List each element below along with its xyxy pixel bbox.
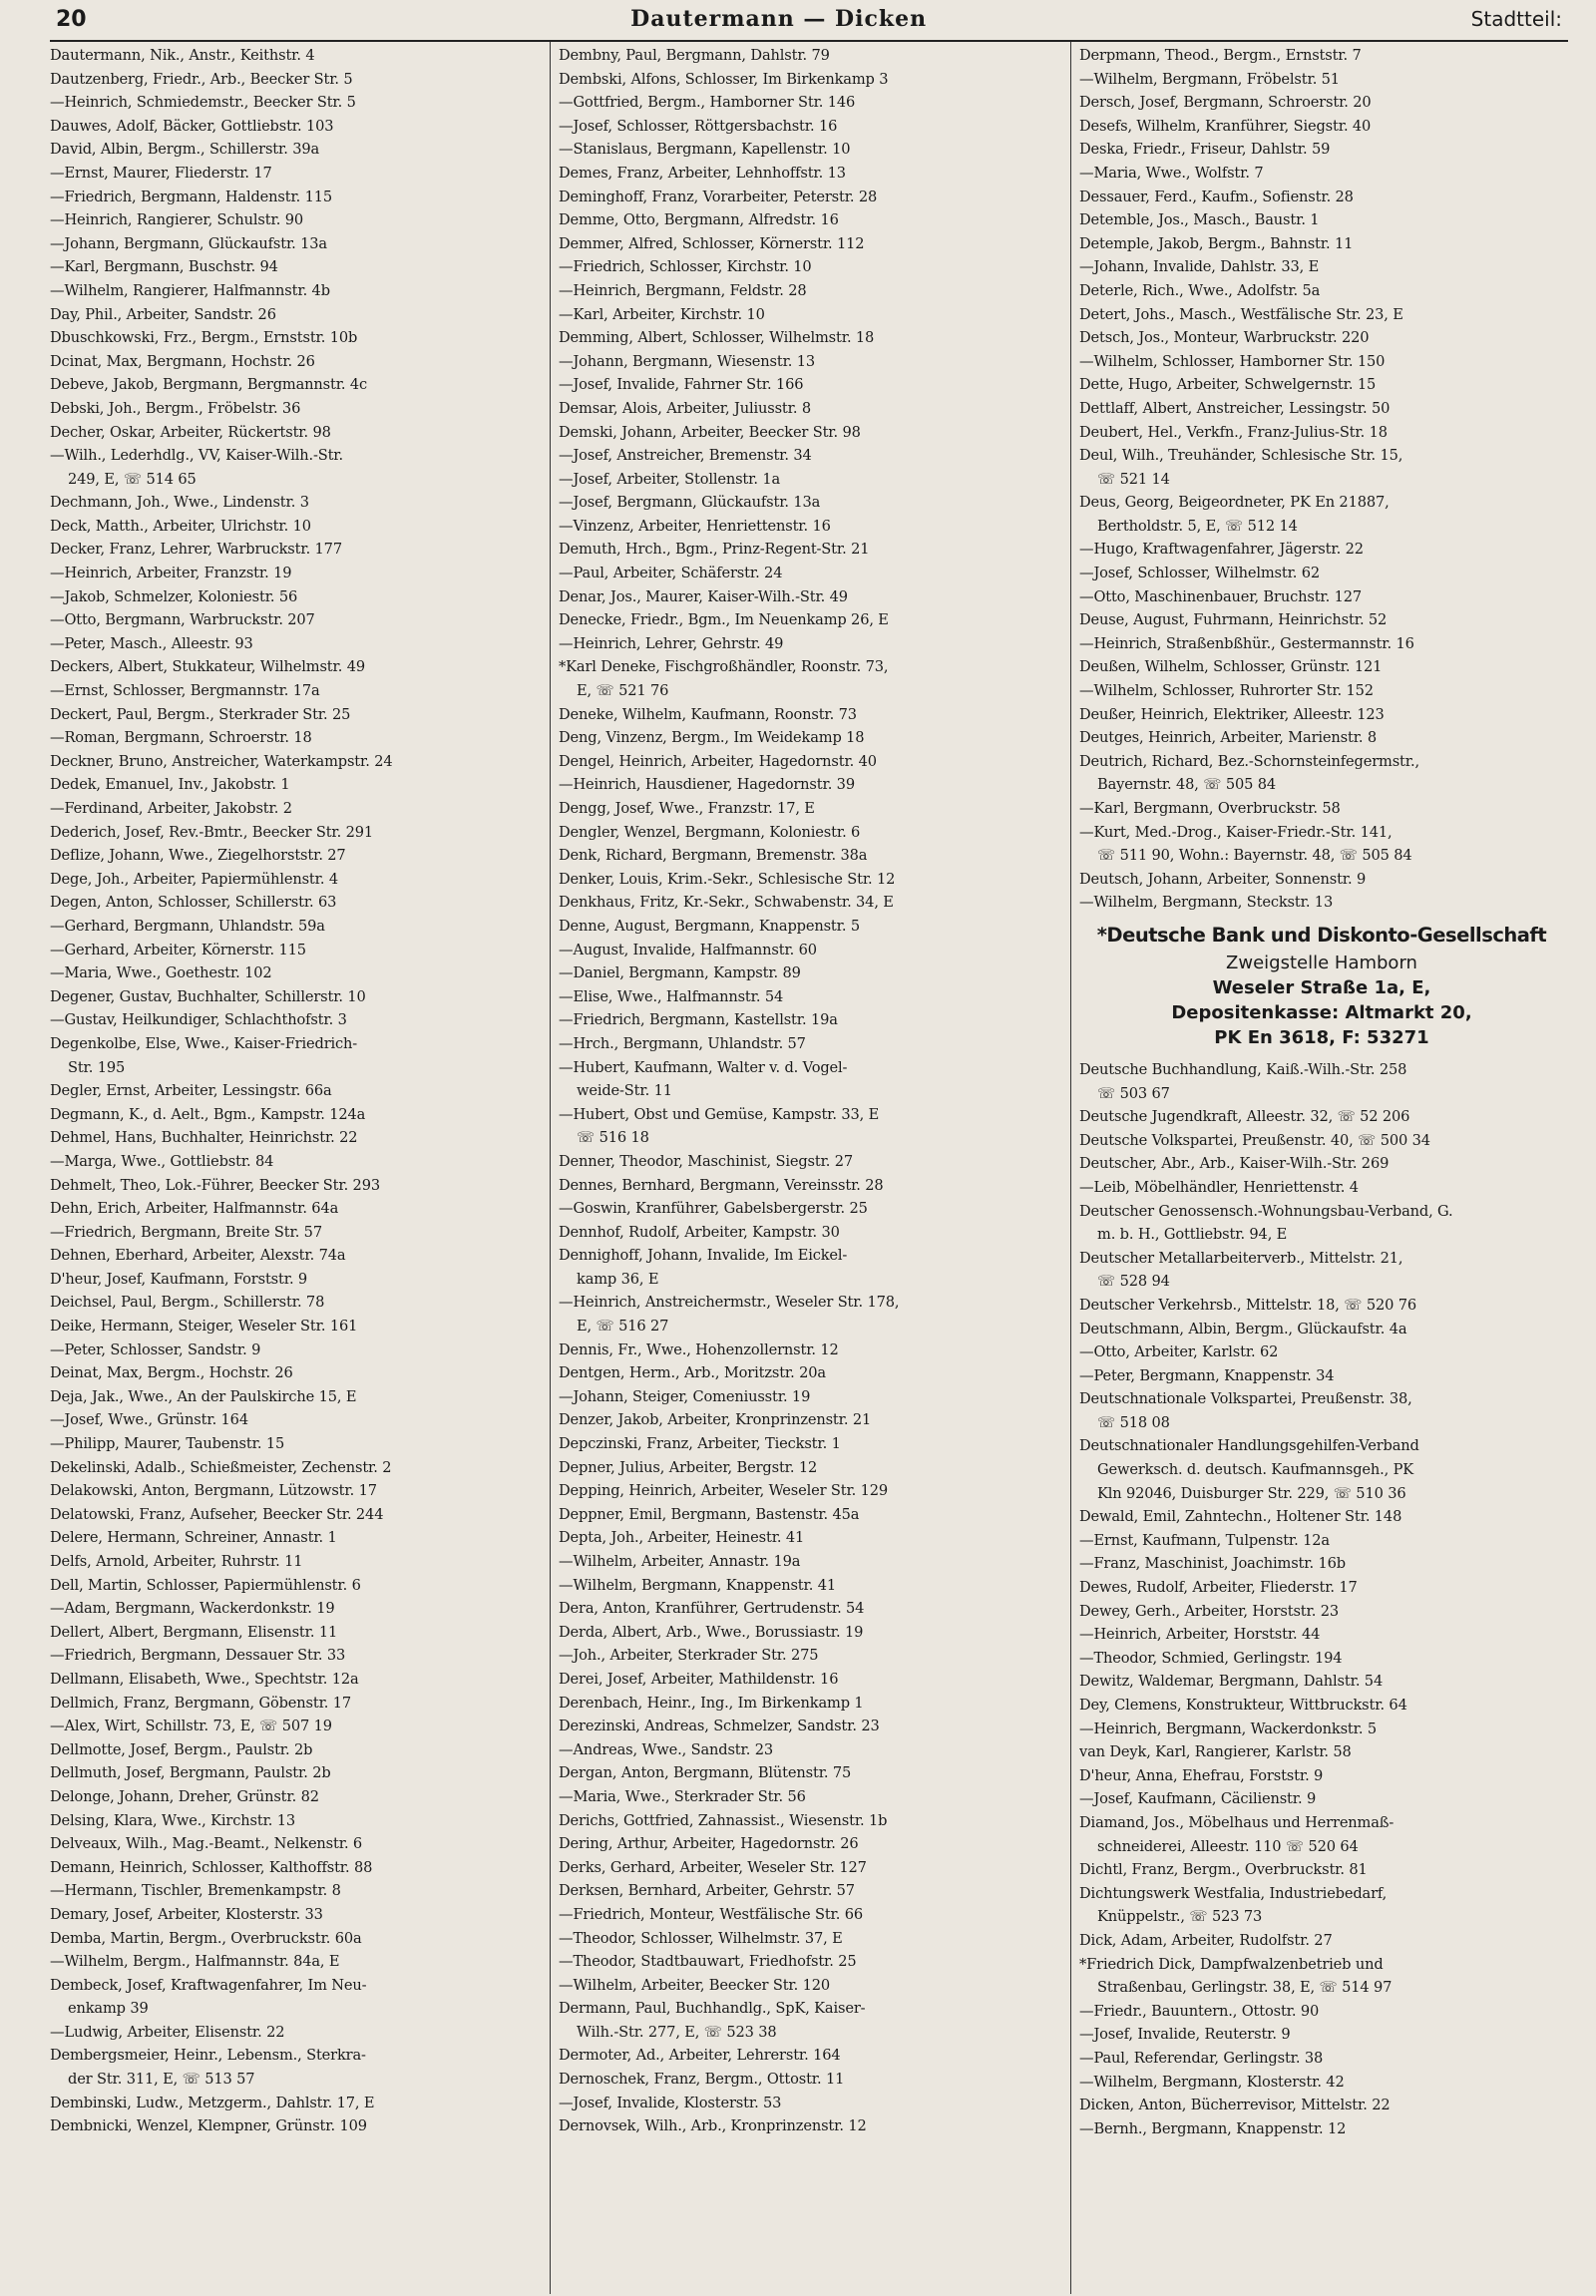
directory-entry: Dermoter, Ad., Arbeiter, Lehrerstr. 164 xyxy=(559,2047,841,2065)
directory-entry: Deutges, Heinrich, Arbeiter, Marienstr. 8 xyxy=(1079,729,1378,747)
directory-entry: —Theodor, Schlosser, Wilhelmstr. 37, E xyxy=(559,1929,843,1947)
directory-entry: Dedek, Emanuel, Inv., Jakobstr. 1 xyxy=(50,776,290,794)
directory-entry: —Marga, Wwe., Gottliebstr. 84 xyxy=(50,1152,274,1170)
directory-entry: Dennhof, Rudolf, Arbeiter, Kampstr. 30 xyxy=(559,1223,840,1241)
directory-entry: Dewey, Gerh., Arbeiter, Horststr. 23 xyxy=(1079,1602,1339,1620)
directory-entry: —Friedr., Bauuntern., Ottostr. 90 xyxy=(1079,2002,1320,2020)
directory-entry: —Wilhelm, Bergmann, Steckstr. 13 xyxy=(1079,894,1334,912)
ad-title: *Deutsche Bank und Diskonto-Gesellschaft xyxy=(1096,923,1547,947)
column-3-entries xyxy=(1079,44,1564,915)
directory-entry: —Gustav, Heilkundiger, Schlachthofstr. 3 xyxy=(50,1011,347,1029)
directory-entry: Deutscher Verkehrsb., Mittelstr. 18, ☏ 520 76 xyxy=(1079,1296,1417,1314)
directory-entry: Depner, Julius, Arbeiter, Bergstr. 12 xyxy=(559,1458,818,1476)
directory-entry: Dentgen, Herm., Arb., Moritzstr. 20a xyxy=(559,1364,826,1382)
directory-entry: —Johann, Steiger, Comeniusstr. 19 xyxy=(559,1387,811,1405)
directory-entry-continuation: Bertholdstr. 5, E, ☏ 512 14 xyxy=(1097,517,1298,535)
directory-entry: —Adam, Bergmann, Wackerdonkstr. 19 xyxy=(50,1600,335,1618)
directory-entry: Dichtungswerk Westfalia, Industriebedarf, xyxy=(1079,1884,1388,1902)
directory-entry: Deinat, Max, Bergm., Hochstr. 26 xyxy=(50,1364,293,1382)
directory-entry: —Josef, Invalide, Reuterstr. 9 xyxy=(1079,2026,1291,2044)
directory-entry: —Johann, Invalide, Dahlstr. 33, E xyxy=(1079,258,1320,276)
directory-entry: Dering, Arthur, Arbeiter, Hagedornstr. 26 xyxy=(559,1835,859,1853)
directory-entry: —Josef, Bergmann, Glückaufstr. 13a xyxy=(559,494,821,512)
directory-entry: —Heinrich, Anstreichermstr., Weseler Str. 178, xyxy=(559,1294,900,1312)
directory-entry: Deutsche Jugendkraft, Alleestr. 32, ☏ 52 206 xyxy=(1079,1108,1410,1126)
directory-entry-continuation: 249, E, ☏ 514 65 xyxy=(68,470,197,488)
directory-entry: Deckers, Albert, Stukkateur, Wilhelmstr. 49 xyxy=(50,658,365,676)
directory-entry: —Ferdinand, Arbeiter, Jakobstr. 2 xyxy=(50,800,292,817)
directory-entry-continuation: Wilh.-Str. 277, E, ☏ 523 38 xyxy=(577,2023,777,2041)
directory-entry: Demes, Franz, Arbeiter, Lehnhoffstr. 13 xyxy=(559,164,846,182)
directory-entry: —Heinrich, Arbeiter, Horststr. 44 xyxy=(1079,1626,1321,1644)
directory-entry: —Friedrich, Bergmann, Kastellstr. 19a xyxy=(559,1011,838,1029)
directory-entry: —Josef, Invalide, Klosterstr. 53 xyxy=(559,2094,782,2111)
directory-entry: Deußen, Wilhelm, Schlosser, Grünstr. 121 xyxy=(1079,658,1383,676)
directory-entry: Degenkolbe, Else, Wwe., Kaiser-Friedrich- xyxy=(50,1034,358,1052)
directory-entry: Dell, Martin, Schlosser, Papiermühlenstr. 6 xyxy=(50,1576,361,1594)
directory-entry-continuation: schneiderei, Alleestr. 110 ☏ 520 64 xyxy=(1097,1837,1359,1855)
directory-entry: Deutrich, Richard, Bez.-Schornsteinfegermstr., xyxy=(1079,752,1419,770)
directory-entry: Dennes, Bernhard, Bergmann, Vereinsstr. 28 xyxy=(559,1176,884,1194)
directory-entry: Demming, Albert, Schlosser, Wilhelmstr. 18 xyxy=(559,329,875,347)
column-1 xyxy=(50,42,551,2294)
directory-entry: Dettlaff, Albert, Anstreicher, Lessingstr. 50 xyxy=(1079,399,1391,417)
directory-entry: —Andreas, Wwe., Sandstr. 23 xyxy=(559,1740,773,1758)
directory-entry: —Joh., Arbeiter, Sterkrader Str. 275 xyxy=(559,1647,819,1665)
directory-entry: —Maria, Wwe., Goethestr. 102 xyxy=(50,964,272,982)
directory-entry: Deutsche Volkspartei, Preußenstr. 40, ☏ 500 34 xyxy=(1079,1131,1430,1149)
directory-entry: —Heinrich, Schmiedemstr., Beecker Str. 5 xyxy=(50,94,356,112)
directory-entry: —Josef, Invalide, Fahrner Str. 166 xyxy=(559,376,804,394)
directory-entry: Dette, Hugo, Arbeiter, Schwelgernstr. 15 xyxy=(1079,376,1377,394)
directory-entry: Deus, Georg, Beigeordneter, PK En 21887, xyxy=(1079,494,1390,512)
directory-entry: Dernovsek, Wilh., Arb., Kronprinzenstr. 12 xyxy=(559,2117,867,2135)
directory-entry: —Ernst, Kaufmann, Tulpenstr. 12a xyxy=(1079,1531,1330,1549)
directory-entry: Dautzenberg, Friedr., Arb., Beecker Str. 5 xyxy=(50,70,353,88)
directory-entry: —Josef, Wwe., Grünstr. 164 xyxy=(50,1411,248,1429)
directory-entry: Demme, Otto, Bergmann, Alfredstr. 16 xyxy=(559,211,839,229)
directory-columns xyxy=(50,42,1568,2294)
directory-entry: —Wilh., Lederhdlg., VV, Kaiser-Wilh.-Str. xyxy=(50,447,344,465)
directory-entry: Dege, Joh., Arbeiter, Papiermühlenstr. 4 xyxy=(50,870,338,888)
directory-entry: Deneke, Wilhelm, Kaufmann, Roonstr. 73 xyxy=(559,705,857,723)
directory-entry: Deckert, Paul, Bergm., Sterkrader Str. 25 xyxy=(50,705,351,723)
directory-entry-continuation: der Str. 311, E, ☏ 513 57 xyxy=(68,2071,255,2089)
directory-entry: Day, Phil., Arbeiter, Sandstr. 26 xyxy=(50,305,276,323)
directory-entry: —Heinrich, Rangierer, Schulstr. 90 xyxy=(50,211,303,229)
directory-entry: —Peter, Schlosser, Sandstr. 9 xyxy=(50,1340,261,1358)
directory-entry: Deul, Wilh., Treuhänder, Schlesische Str. 15, xyxy=(1079,447,1403,465)
directory-entry: —Josef, Kaufmann, Cäcilienstr. 9 xyxy=(1079,1790,1317,1808)
directory-entry: Demba, Martin, Bergm., Overbruckstr. 60a xyxy=(50,1929,362,1947)
directory-entry: Dengler, Wenzel, Bergmann, Koloniestr. 6 xyxy=(559,823,861,841)
directory-entry: Depta, Joh., Arbeiter, Heinestr. 41 xyxy=(559,1529,805,1547)
directory-entry: Derda, Albert, Arb., Wwe., Borussiastr. 19 xyxy=(559,1623,864,1641)
directory-entry: Dermann, Paul, Buchhandlg., SpK, Kaiser- xyxy=(559,2000,866,2018)
directory-entry: —Heinrich, Lehrer, Gehrstr. 49 xyxy=(559,634,784,652)
directory-entry-continuation: ☏ 511 90, Wohn.: Bayernstr. 48, ☏ 505 84 xyxy=(1097,847,1412,865)
directory-entry: —Wilhelm, Bergmann, Knappenstr. 41 xyxy=(559,1576,836,1594)
directory-entry: Dehmelt, Theo, Lok.-Führer, Beecker Str. 293 xyxy=(50,1176,380,1194)
directory-entry: —Wilhelm, Arbeiter, Beecker Str. 120 xyxy=(559,1976,831,1994)
directory-entry: —Johann, Bergmann, Wiesenstr. 13 xyxy=(559,352,816,370)
directory-entry: —Alex, Wirt, Schillstr. 73, E, ☏ 507 19 xyxy=(50,1718,332,1735)
directory-entry: Derei, Josef, Arbeiter, Mathildenstr. 16 xyxy=(559,1670,839,1688)
directory-entry: Dembny, Paul, Bergmann, Dahlstr. 79 xyxy=(559,47,830,64)
directory-entry: Debski, Joh., Bergm., Fröbelstr. 36 xyxy=(50,399,301,417)
directory-entry: Detsch, Jos., Monteur, Warbruckstr. 220 xyxy=(1079,329,1370,347)
directory-entry: —Jakob, Schmelzer, Koloniestr. 56 xyxy=(50,587,298,605)
directory-entry: Dicken, Anton, Bücherrevisor, Mittelstr. 22 xyxy=(1079,2097,1391,2114)
directory-entry: Dersch, Josef, Bergmann, Schroerstr. 20 xyxy=(1079,94,1372,112)
ad-contact: PK En 3618, F: 53271 xyxy=(1214,1026,1429,1048)
directory-entry-continuation: weide-Str. 11 xyxy=(577,1082,672,1100)
directory-entry: Deutscher Genossensch.-Wohnungsbau-Verband, G. xyxy=(1079,1202,1453,1220)
directory-entry: —August, Invalide, Halfmannstr. 60 xyxy=(559,941,817,958)
directory-entry: —Josef, Arbeiter, Stollenstr. 1a xyxy=(559,470,781,488)
directory-entry: —Heinrich, Bergmann, Wackerdonkstr. 5 xyxy=(1079,1720,1377,1737)
directory-entry: Deußer, Heinrich, Elektriker, Alleestr. 123 xyxy=(1079,705,1385,723)
directory-entry: Detemple, Jakob, Bergm., Bahnstr. 11 xyxy=(1079,234,1354,252)
directory-entry: Dellmuth, Josef, Bergmann, Paulstr. 2b xyxy=(50,1764,331,1782)
directory-entry: Derksen, Bernhard, Arbeiter, Gehrstr. 57 xyxy=(559,1882,855,1900)
directory-entry: Deubert, Hel., Verkfn., Franz-Julius-Str. 18 xyxy=(1079,423,1388,441)
district-label: Stadtteil: xyxy=(1470,7,1562,31)
directory-entry: —Ludwig, Arbeiter, Elisenstr. 22 xyxy=(50,2023,285,2041)
directory-entry-continuation: E, ☏ 521 76 xyxy=(577,682,669,700)
directory-entry: —Theodor, Schmied, Gerlingstr. 194 xyxy=(1079,1649,1343,1667)
bank-advertisement xyxy=(1079,921,1564,1050)
directory-entry: Demuth, Hrch., Bgm., Prinz-Regent-Str. 21 xyxy=(559,541,870,559)
page-number: 20 xyxy=(56,7,87,32)
directory-entry: Denkhaus, Fritz, Kr.-Sekr., Schwabenstr. 34, E xyxy=(559,894,894,912)
directory-entry: —Goswin, Kranführer, Gabelsbergerstr. 25 xyxy=(559,1200,868,1218)
directory-entry: Delonge, Johann, Dreher, Grünstr. 82 xyxy=(50,1787,319,1805)
directory-entry: Dederich, Josef, Rev.-Bmtr., Beecker Str. 291 xyxy=(50,823,374,841)
directory-entry: Demary, Josef, Arbeiter, Klosterstr. 33 xyxy=(50,1905,323,1923)
directory-entry: Desefs, Wilhelm, Kranführer, Siegstr. 40 xyxy=(1079,117,1372,135)
directory-entry: Demski, Johann, Arbeiter, Beecker Str. 98 xyxy=(559,423,861,441)
directory-entry: —Wilhelm, Schlosser, Hamborner Str. 150 xyxy=(1079,352,1386,370)
directory-entry: —Philipp, Maurer, Taubenstr. 15 xyxy=(50,1435,285,1453)
directory-entry: Dechmann, Joh., Wwe., Lindenstr. 3 xyxy=(50,494,309,512)
directory-entry: Diamand, Jos., Möbelhaus und Herrenmaß- xyxy=(1079,1813,1395,1831)
directory-entry: Dembski, Alfons, Schlosser, Im Birkenkamp 3 xyxy=(559,70,889,88)
directory-entry: —Hubert, Obst und Gemüse, Kampstr. 33, E xyxy=(559,1105,880,1123)
column-3 xyxy=(1071,42,1568,2294)
page-title: Dautermann — Dicken xyxy=(630,6,928,32)
directory-entry: Deflize, Johann, Wwe., Ziegelhorststr. 27 xyxy=(50,847,346,865)
directory-entry: —Ernst, Schlosser, Bergmannstr. 17a xyxy=(50,682,320,700)
directory-entry: —Maria, Wwe., Wolfstr. 7 xyxy=(1079,164,1264,182)
directory-entry: —Otto, Maschinenbauer, Bruchstr. 127 xyxy=(1079,587,1363,605)
directory-entry-continuation: ☏ 516 18 xyxy=(577,1129,649,1147)
directory-entry: Denne, August, Bergmann, Knappenstr. 5 xyxy=(559,917,860,935)
directory-entry: —Hrch., Bergmann, Uhlandstr. 57 xyxy=(559,1034,806,1052)
directory-entry: —Gottfried, Bergm., Hamborner Str. 146 xyxy=(559,94,856,112)
page-header xyxy=(50,6,1568,42)
ad-deposit-office: Depositenkasse: Altmarkt 20, xyxy=(1171,1001,1472,1023)
directory-entry-continuation: Gewerksch. d. deutsch. Kaufmannsgeh., PK xyxy=(1097,1461,1414,1479)
directory-entry-continuation: ☏ 528 94 xyxy=(1097,1273,1170,1291)
directory-entry: Denker, Louis, Krim.-Sekr., Schlesische Str. 12 xyxy=(559,870,896,888)
directory-entry: Derenbach, Heinr., Ing., Im Birkenkamp 1 xyxy=(559,1694,864,1712)
directory-entry: —Leib, Möbelhändler, Henriettenstr. 4 xyxy=(1079,1178,1359,1196)
directory-entry: van Deyk, Karl, Rangierer, Karlstr. 58 xyxy=(1079,1743,1352,1761)
directory-entry: —Wilhelm, Bergm., Halfmannstr. 84a, E xyxy=(50,1953,340,1971)
directory-entry: Denzer, Jakob, Arbeiter, Kronprinzenstr. 21 xyxy=(559,1411,872,1429)
directory-entry: —Paul, Arbeiter, Schäferstr. 24 xyxy=(559,565,783,582)
directory-entry: —Otto, Bergmann, Warbruckstr. 207 xyxy=(50,611,315,629)
directory-entry: Degler, Ernst, Arbeiter, Lessingstr. 66a xyxy=(50,1082,332,1100)
directory-entry: Deck, Matth., Arbeiter, Ulrichstr. 10 xyxy=(50,517,311,535)
directory-entry: Deppner, Emil, Bergmann, Bastenstr. 45a xyxy=(559,1505,860,1523)
directory-entry: Dellmich, Franz, Bergmann, Göbenstr. 17 xyxy=(50,1694,352,1712)
directory-entry-continuation: ☏ 503 67 xyxy=(1097,1084,1170,1102)
directory-entry: —Heinrich, Hausdiener, Hagedornstr. 39 xyxy=(559,776,855,794)
directory-entry: Denar, Jos., Maurer, Kaiser-Wilh.-Str. 49 xyxy=(559,587,848,605)
directory-entry: —Maria, Wwe., Sterkrader Str. 56 xyxy=(559,1787,806,1805)
directory-entry: —Heinrich, Arbeiter, Franzstr. 19 xyxy=(50,565,292,582)
directory-entry: —Karl, Bergmann, Overbruckstr. 58 xyxy=(1079,800,1341,817)
directory-entry-continuation: Bayernstr. 48, ☏ 505 84 xyxy=(1097,776,1277,794)
directory-entry: —Peter, Masch., Alleestr. 93 xyxy=(50,634,253,652)
directory-entry: Dcinat, Max, Bergmann, Hochstr. 26 xyxy=(50,352,315,370)
directory-entry: Delfs, Arnold, Arbeiter, Ruhrstr. 11 xyxy=(50,1553,303,1570)
directory-entry: D'heur, Anna, Ehefrau, Forststr. 9 xyxy=(1079,1766,1324,1784)
directory-entry: Dennis, Fr., Wwe., Hohenzollernstr. 12 xyxy=(559,1340,839,1358)
directory-entry: Degmann, K., d. Aelt., Bgm., Kampstr. 124a xyxy=(50,1105,366,1123)
directory-entry: Dellmann, Elisabeth, Wwe., Spechtstr. 12a xyxy=(50,1670,359,1688)
directory-entry: Dehnen, Eberhard, Arbeiter, Alexstr. 74a xyxy=(50,1247,346,1265)
directory-entry: —Hermann, Tischler, Bremenkampstr. 8 xyxy=(50,1882,341,1900)
directory-entry: —Wilhelm, Bergmann, Fröbelstr. 51 xyxy=(1079,70,1340,88)
directory-entry: —Gerhard, Bergmann, Uhlandstr. 59a xyxy=(50,917,325,935)
directory-entry-continuation: Str. 195 xyxy=(68,1058,126,1076)
directory-entry: —Friedrich, Bergmann, Haldenstr. 115 xyxy=(50,188,333,205)
directory-entry: —Heinrich, Straßenbßhür., Gestermannstr. 16 xyxy=(1079,634,1414,652)
directory-entry: Dergan, Anton, Bergmann, Blütenstr. 75 xyxy=(559,1764,852,1782)
directory-entry: —Stanislaus, Bergmann, Kapellenstr. 10 xyxy=(559,141,851,159)
directory-entry: —Hugo, Kraftwagenfahrer, Jägerstr. 22 xyxy=(1079,541,1364,559)
directory-entry: Dey, Clemens, Konstrukteur, Wittbruckstr. 64 xyxy=(1079,1697,1407,1714)
directory-entry: Derezinski, Andreas, Schmelzer, Sandstr. 23 xyxy=(559,1718,880,1735)
directory-entry: —Peter, Bergmann, Knappenstr. 34 xyxy=(1079,1366,1335,1384)
directory-entry: Dewald, Emil, Zahntechn., Holtener Str. 148 xyxy=(1079,1508,1402,1526)
directory-entry: Dewes, Rudolf, Arbeiter, Fliederstr. 17 xyxy=(1079,1579,1358,1597)
directory-entry: —Johann, Bergmann, Glückaufstr. 13a xyxy=(50,234,327,252)
directory-entry: Deminghoff, Franz, Vorarbeiter, Peterstr. 28 xyxy=(559,188,878,205)
directory-entry: Demann, Heinrich, Schlosser, Kalthoffstr. 88 xyxy=(50,1858,373,1876)
directory-entry: Dick, Adam, Arbeiter, Rudolfstr. 27 xyxy=(1079,1931,1333,1949)
directory-entry: Demmer, Alfred, Schlosser, Körnerstr. 112 xyxy=(559,234,865,252)
directory-entry: Decher, Oskar, Arbeiter, Rückertstr. 98 xyxy=(50,423,331,441)
directory-entry: —Wilhelm, Bergmann, Klosterstr. 42 xyxy=(1079,2073,1345,2091)
directory-entry: —Ernst, Maurer, Fliederstr. 17 xyxy=(50,164,272,182)
directory-entry: —Josef, Schlosser, Röttgersbachstr. 16 xyxy=(559,117,838,135)
directory-entry-continuation: kamp 36, E xyxy=(577,1270,659,1288)
directory-entry: Demsar, Alois, Arbeiter, Juliusstr. 8 xyxy=(559,399,811,417)
directory-entry: —Paul, Referendar, Gerlingstr. 38 xyxy=(1079,2049,1324,2067)
directory-entry: Derichs, Gottfried, Zahnassist., Wiesenstr. 1b xyxy=(559,1811,888,1829)
directory-entry: David, Albin, Bergm., Schillerstr. 39a xyxy=(50,141,320,159)
directory-entry: Deckner, Bruno, Anstreicher, Waterkampstr. 24 xyxy=(50,752,393,770)
ad-address: Weseler Straße 1a, E, xyxy=(1212,976,1431,998)
ad-branch: Zweigstelle Hamborn xyxy=(1226,952,1417,973)
directory-entry: Dernoschek, Franz, Bergm., Ottostr. 11 xyxy=(559,2071,845,2089)
directory-entry: —Kurt, Med.-Drog., Kaiser-Friedr.-Str. 141, xyxy=(1079,823,1393,841)
directory-entry: Decker, Franz, Lehrer, Warbruckstr. 177 xyxy=(50,541,342,559)
directory-entry: Dautermann, Nik., Anstr., Keithstr. 4 xyxy=(50,47,315,64)
directory-entry: Dessauer, Ferd., Kaufm., Sofienstr. 28 xyxy=(1079,188,1354,205)
directory-entry: Deutsche Buchhandlung, Kaiß.-Wilh.-Str. 258 xyxy=(1079,1060,1407,1078)
directory-entry: —Wilhelm, Arbeiter, Annastr. 19a xyxy=(559,1553,801,1570)
directory-entry: Derks, Gerhard, Arbeiter, Weseler Str. 127 xyxy=(559,1858,867,1876)
directory-entry: Deike, Hermann, Steiger, Weseler Str. 161 xyxy=(50,1318,358,1336)
directory-entry: Deng, Vinzenz, Bergm., Im Weidekamp 18 xyxy=(559,729,865,747)
directory-entry: —Friedrich, Monteur, Westfälische Str. 66 xyxy=(559,1905,864,1923)
directory-entry: Debeve, Jakob, Bergmann, Bergmannstr. 4c xyxy=(50,376,368,394)
directory-entry: Dehn, Erich, Arbeiter, Halfmannstr. 64a xyxy=(50,1200,339,1218)
column-2 xyxy=(551,42,1071,2294)
directory-entry: —Josef, Schlosser, Wilhelmstr. 62 xyxy=(1079,565,1321,582)
directory-entry: Deska, Friedr., Friseur, Dahlstr. 59 xyxy=(1079,141,1331,159)
directory-entry: —Roman, Bergmann, Schroerstr. 18 xyxy=(50,729,312,747)
directory-entry: Dellert, Albert, Bergmann, Elisenstr. 11 xyxy=(50,1623,338,1641)
directory-entry: Dembeck, Josef, Kraftwagenfahrer, Im Neu- xyxy=(50,1976,367,1994)
directory-entry: Degen, Anton, Schlosser, Schillerstr. 63 xyxy=(50,894,337,912)
directory-entry: Delatowski, Franz, Aufseher, Beecker Str. 244 xyxy=(50,1505,384,1523)
directory-entry: Deichsel, Paul, Bergm., Schillerstr. 78 xyxy=(50,1294,325,1312)
directory-entry: Deutschnationaler Handlungsgehilfen-Verband xyxy=(1079,1437,1419,1455)
directory-entry-continuation: E, ☏ 516 27 xyxy=(577,1318,669,1336)
directory-entry: —Theodor, Stadtbauwart, Friedhofstr. 25 xyxy=(559,1953,857,1971)
directory-entry: Delakowski, Anton, Bergmann, Lützowstr. 17 xyxy=(50,1482,377,1500)
directory-entry: —Josef, Anstreicher, Bremenstr. 34 xyxy=(559,447,812,465)
directory-entry: Deutscher Metallarbeiterverb., Mittelstr. 21, xyxy=(1079,1249,1403,1267)
directory-entry: Dera, Anton, Kranführer, Gertrudenstr. 54 xyxy=(559,1600,865,1618)
directory-entry: —Wilhelm, Rangierer, Halfmannstr. 4b xyxy=(50,281,330,299)
directory-entry: Derpmann, Theod., Bergm., Ernststr. 7 xyxy=(1079,47,1362,64)
directory-entry: D'heur, Josef, Kaufmann, Forststr. 9 xyxy=(50,1270,308,1288)
directory-entry: Depczinski, Franz, Arbeiter, Tieckstr. 1 xyxy=(559,1435,841,1453)
directory-entry: —Friedrich, Schlosser, Kirchstr. 10 xyxy=(559,258,812,276)
directory-entry-continuation: enkamp 39 xyxy=(68,2000,149,2018)
directory-entry-continuation: ☏ 521 14 xyxy=(1097,470,1170,488)
directory-entry: —Karl, Arbeiter, Kirchstr. 10 xyxy=(559,305,765,323)
directory-entry-continuation: Straßenbau, Gerlingstr. 38, E, ☏ 514 97 xyxy=(1097,1979,1393,1997)
directory-entry: —Hubert, Kaufmann, Walter v. d. Vogel- xyxy=(559,1058,848,1076)
directory-entry: —Elise, Wwe., Halfmannstr. 54 xyxy=(559,987,784,1005)
directory-entry: —Karl, Bergmann, Buschstr. 94 xyxy=(50,258,278,276)
directory-entry-continuation: ☏ 518 08 xyxy=(1097,1413,1170,1431)
directory-entry: Deuse, August, Fuhrmann, Heinrichstr. 52 xyxy=(1079,611,1388,629)
directory-entry: Deutsch, Johann, Arbeiter, Sonnenstr. 9 xyxy=(1079,870,1367,888)
directory-entry: —Franz, Maschinist, Joachimstr. 16b xyxy=(1079,1555,1346,1573)
directory-entry: Dembergsmeier, Heinr., Lebensm., Sterkra- xyxy=(50,2047,366,2065)
directory-entry: Degener, Gustav, Buchhalter, Schillerstr. 10 xyxy=(50,987,366,1005)
directory-entry: Dewitz, Waldemar, Bergmann, Dahlstr. 54 xyxy=(1079,1673,1384,1691)
directory-entry: Dekelinski, Adalb., Schießmeister, Zechenstr. 2 xyxy=(50,1458,392,1476)
directory-entry-continuation: Knüppelstr., ☏ 523 73 xyxy=(1097,1908,1263,1926)
directory-entry: —Bernh., Bergmann, Knappenstr. 12 xyxy=(1079,2119,1347,2137)
directory-entry: Deja, Jak., Wwe., An der Paulskirche 15, E xyxy=(50,1387,357,1405)
directory-entry: Dellmotte, Josef, Bergm., Paulstr. 2b xyxy=(50,1740,313,1758)
directory-entry: Dengel, Heinrich, Arbeiter, Hagedornstr. 40 xyxy=(559,752,877,770)
directory-entry: Deutschnationale Volkspartei, Preußenstr. 38, xyxy=(1079,1390,1412,1408)
directory-entry: —Wilhelm, Schlosser, Ruhrorter Str. 152 xyxy=(1079,682,1374,700)
directory-entry-continuation: Kln 92046, Duisburger Str. 229, ☏ 510 36 xyxy=(1097,1484,1406,1502)
directory-entry: Deterle, Rich., Wwe., Adolfstr. 5a xyxy=(1079,281,1321,299)
directory-entry: Denner, Theodor, Maschinist, Siegstr. 27 xyxy=(559,1152,854,1170)
directory-entry: *Karl Deneke, Fischgroßhändler, Roonstr. 73, xyxy=(559,658,889,676)
directory-entry: Delveaux, Wilh., Mag.-Beamt., Nelkenstr. 6 xyxy=(50,1835,363,1853)
directory-entry: Dauwes, Adolf, Bäcker, Gottliebstr. 103 xyxy=(50,117,334,135)
directory-entry: Dengg, Josef, Wwe., Franzstr. 17, E xyxy=(559,800,815,817)
directory-entry: —Gerhard, Arbeiter, Körnerstr. 115 xyxy=(50,941,306,958)
directory-entry: Depping, Heinrich, Arbeiter, Weseler Str. 129 xyxy=(559,1482,889,1500)
directory-entry: Dembnicki, Wenzel, Klempner, Grünstr. 109 xyxy=(50,2117,367,2135)
directory-entry: Dennighoff, Johann, Invalide, Im Eickel- xyxy=(559,1247,848,1265)
directory-entry: Detert, Johs., Masch., Westfälische Str. 23, E xyxy=(1079,305,1403,323)
directory-entry: —Daniel, Bergmann, Kampstr. 89 xyxy=(559,964,801,982)
directory-entry: Dbuschkowski, Frz., Bergm., Ernststr. 10b xyxy=(50,329,358,347)
directory-entry: —Heinrich, Bergmann, Feldstr. 28 xyxy=(559,281,807,299)
directory-entry: Dembinski, Ludw., Metzgerm., Dahlstr. 17, E xyxy=(50,2094,375,2111)
directory-entry: Denk, Richard, Bergmann, Bremenstr. 38a xyxy=(559,847,868,865)
directory-entry: Delere, Hermann, Schreiner, Annastr. 1 xyxy=(50,1529,337,1547)
directory-entry: *Friedrich Dick, Dampfwalzenbetrieb und xyxy=(1079,1955,1384,1973)
directory-entry: Dichtl, Franz, Bergm., Overbruckstr. 81 xyxy=(1079,1861,1368,1879)
directory-entry: Denecke, Friedr., Bgm., Im Neuenkamp 26, E xyxy=(559,611,889,629)
directory-entry: Dehmel, Hans, Buchhalter, Heinrichstr. 22 xyxy=(50,1129,358,1147)
directory-entry: —Otto, Arbeiter, Karlstr. 62 xyxy=(1079,1343,1279,1361)
column-3-entries-after-ad xyxy=(1079,1058,1564,2140)
directory-entry: Deutscher, Abr., Arb., Kaiser-Wilh.-Str. 269 xyxy=(1079,1155,1390,1173)
directory-entry: —Vinzenz, Arbeiter, Henriettenstr. 16 xyxy=(559,517,831,535)
directory-entry-continuation: m. b. H., Gottliebstr. 94, E xyxy=(1097,1226,1288,1244)
directory-entry: —Friedrich, Bergmann, Breite Str. 57 xyxy=(50,1223,322,1241)
directory-entry: Deutschmann, Albin, Bergm., Glückaufstr. 4a xyxy=(1079,1320,1407,1338)
directory-entry: Delsing, Klara, Wwe., Kirchstr. 13 xyxy=(50,1811,296,1829)
directory-entry: —Friedrich, Bergmann, Dessauer Str. 33 xyxy=(50,1647,346,1665)
directory-entry: Detemble, Jos., Masch., Baustr. 1 xyxy=(1079,211,1320,229)
